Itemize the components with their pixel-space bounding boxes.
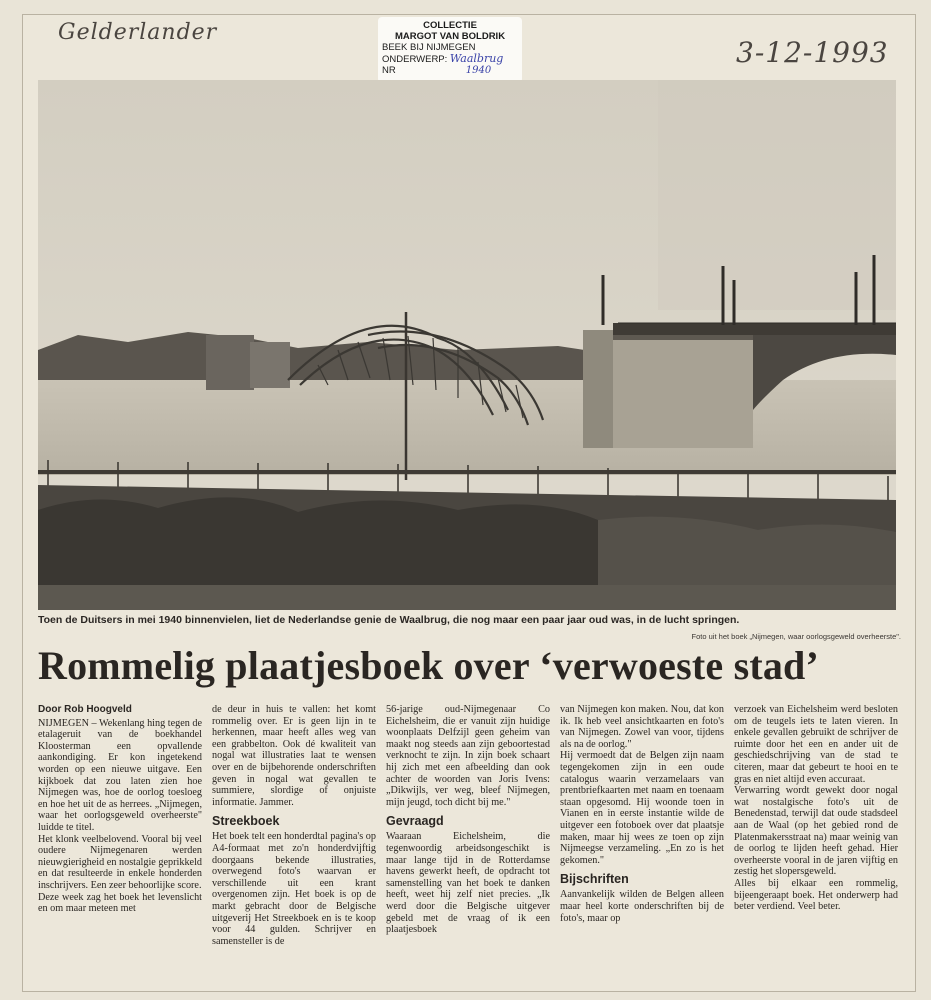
article-column-2: [212, 704, 376, 947]
paragraph: Deze week zag het boek het levenslicht en om maar meteen met: [38, 891, 202, 915]
paragraph: 56-jarige oud-Nijmegenaar Co Eichelsheim, die er vanuit zijn huidige woonplaats Delfzijl geen geheim van maakt nog steeds aan zijn geboortestad verknocht te zijn. In zijn boek schaart hij zich met een afbeelding dan ook achter de woorden van Joris Ivens: „Dikwijls, ver weg, bleef Nijmegen, mijn jeugd, toch dicht bij me.": [386, 704, 550, 808]
article-column-5: [734, 704, 898, 913]
destroyed-bridge-illustration: [38, 80, 896, 610]
paragraph: Het boek telt een honderdtal pagina's op A4-formaat met zo'n honderdvijftig doorgaans bekende illustraties, overwegend foto's waarvan er verschillende uit een krant overgenomen zijn. Het boek is op de markt gebracht door de Belgische uitgeverij Het Streekboek en is te koop voor 44 gulden. Schrijver en samensteller is de: [212, 831, 376, 947]
article-column-4: [560, 704, 724, 924]
paragraph: Het klonk veelbelovend. Vooral bij veel oudere Nijmegenaren werden nieuwgierigheid en nostalgie geprikkeld en dat resulteerde in enkele honderden inschrijvers. Een zeer behoorlijke score.: [38, 833, 202, 891]
archive-label: [378, 17, 522, 83]
handwritten-source-note: Gelderlander: [58, 20, 218, 45]
paragraph: NIJMEGEN – Wekenlang hing tegen de etalageruit van de boekhandel Kloosterman een opvallende aankondiging. Er kon ingetekend worden op een nieuwe uitgave. Een kijkboek dat zou laten zien hoe Nijmegen was, hoe de oorlog toesloeg en hoe het uit de as herrees. „Nijmegen, waar het oorlogsgeweld overheerste" luidde te titel.: [38, 717, 202, 833]
byline: Door Rob Hoogveld: [38, 704, 132, 715]
label-nr-key: NR: [382, 65, 396, 76]
photo-credit: Foto uit het boek „Nijmegen, waar oorlogsgeweld overheerste".: [691, 632, 901, 641]
paragraph: verzoek van Eichelsheim werd besloten om de teugels iets te laten vieren. In enkele gevallen gebruikt de schrijver de ruimte door het een en ander uit de geschiedschrijving van de stad te citeren, maar dat gebeurt te hooi en te gras en niet altijd even accuraat.: [734, 704, 898, 785]
article-headline: Rommelig plaatjesboek over ‘verwoeste stad’: [38, 643, 820, 688]
paragraph: Hij vermoedt dat de Belgen zijn naam tegengekomen zijn in een oude catalogus waarin verzamelaars van prentbriefkaarten met naam en toenaam staan opgesomd. Hij woonde toen in Vianen en in eerste instantie wilde de uitgever een fotoboek over dat plaatsje maken, maar hij wees ze toen op zijn Nijmeegse verzameling. „En zo is het gekomen.": [560, 750, 724, 866]
label-collection: COLLECTIE: [423, 20, 477, 31]
article-body: [38, 704, 900, 986]
label-subject-key: ONDERWERP:: [382, 54, 448, 65]
subheading: Streekboek: [212, 814, 280, 829]
photo-caption: Toen de Duitsers in mei 1940 binnenvielen, liet de Nederlandse genie de Waalbrug, die nog maar een paar jaar oud was, in de lucht springen.: [38, 614, 740, 626]
paragraph: Verwarring wordt gewekt door nogal wat nostalgische foto's uit de Benedenstad, terwijl dat oude stadsdeel aan de Waal (op het gebied rond de Platenmakersstraat na) maar weinig van de oorlog te lijden heeft gehad. Hier overheerste vooral in de jaren vijftig en zestig het slopersgeweld.: [734, 785, 898, 878]
bridge-photo: [38, 80, 896, 610]
handwritten-date-note: 3-12-1993: [736, 36, 889, 69]
label-year-value: 1940: [465, 65, 492, 76]
paragraph: de deur in huis te vallen: het komt rommelig over. Er is geen lijn in te herkennen, maar heeft alles weg van een grabbelton. Ook dé kwaliteit van nogal wat illustraties laat te wensen over en de bijbehorende onderschriften geven in nogal wat gevallen te summiere, slordige of onjuiste informatie. Jammer.: [212, 704, 376, 808]
article-column-1: [38, 704, 202, 915]
label-location: BEEK BIJ NIJMEGEN: [382, 42, 476, 53]
paragraph: van Nijmegen kon maken. Nou, dat kon ik. Ik heb veel ansichtkaarten en foto's van Nijmegen. Zowel van voor, tijdens als na de oorlog.": [560, 704, 724, 750]
label-owner: MARGOT VAN BOLDRIK: [394, 31, 506, 42]
paragraph: Waaraan Eichelsheim, die tegenwoordig arbeidsongeschikt is maar lange tijd in de Rotterdamse havens gewerkt heeft, de opdracht tot samenstelling van het boek te danken heeft, weet hij zelf niet precies. „Ik werd door die Belgische uitgever gebeld met de vraag of ik een plaatjesboek: [386, 831, 550, 936]
paragraph: Aanvankelijk wilden de Belgen alleen maar heel korte onderschriften bij de foto's, maar op: [560, 889, 724, 924]
label-subject-value: Waalbrug: [449, 52, 504, 65]
subheading: Gevraagd: [386, 814, 444, 829]
article-column-3: [386, 704, 550, 936]
subheading: Bijschriften: [560, 872, 629, 887]
paragraph: Alles bij elkaar een rommelig, bijeengeraapt boek. Het onderwerp had beter verdiend. Veel beter.: [734, 877, 898, 913]
